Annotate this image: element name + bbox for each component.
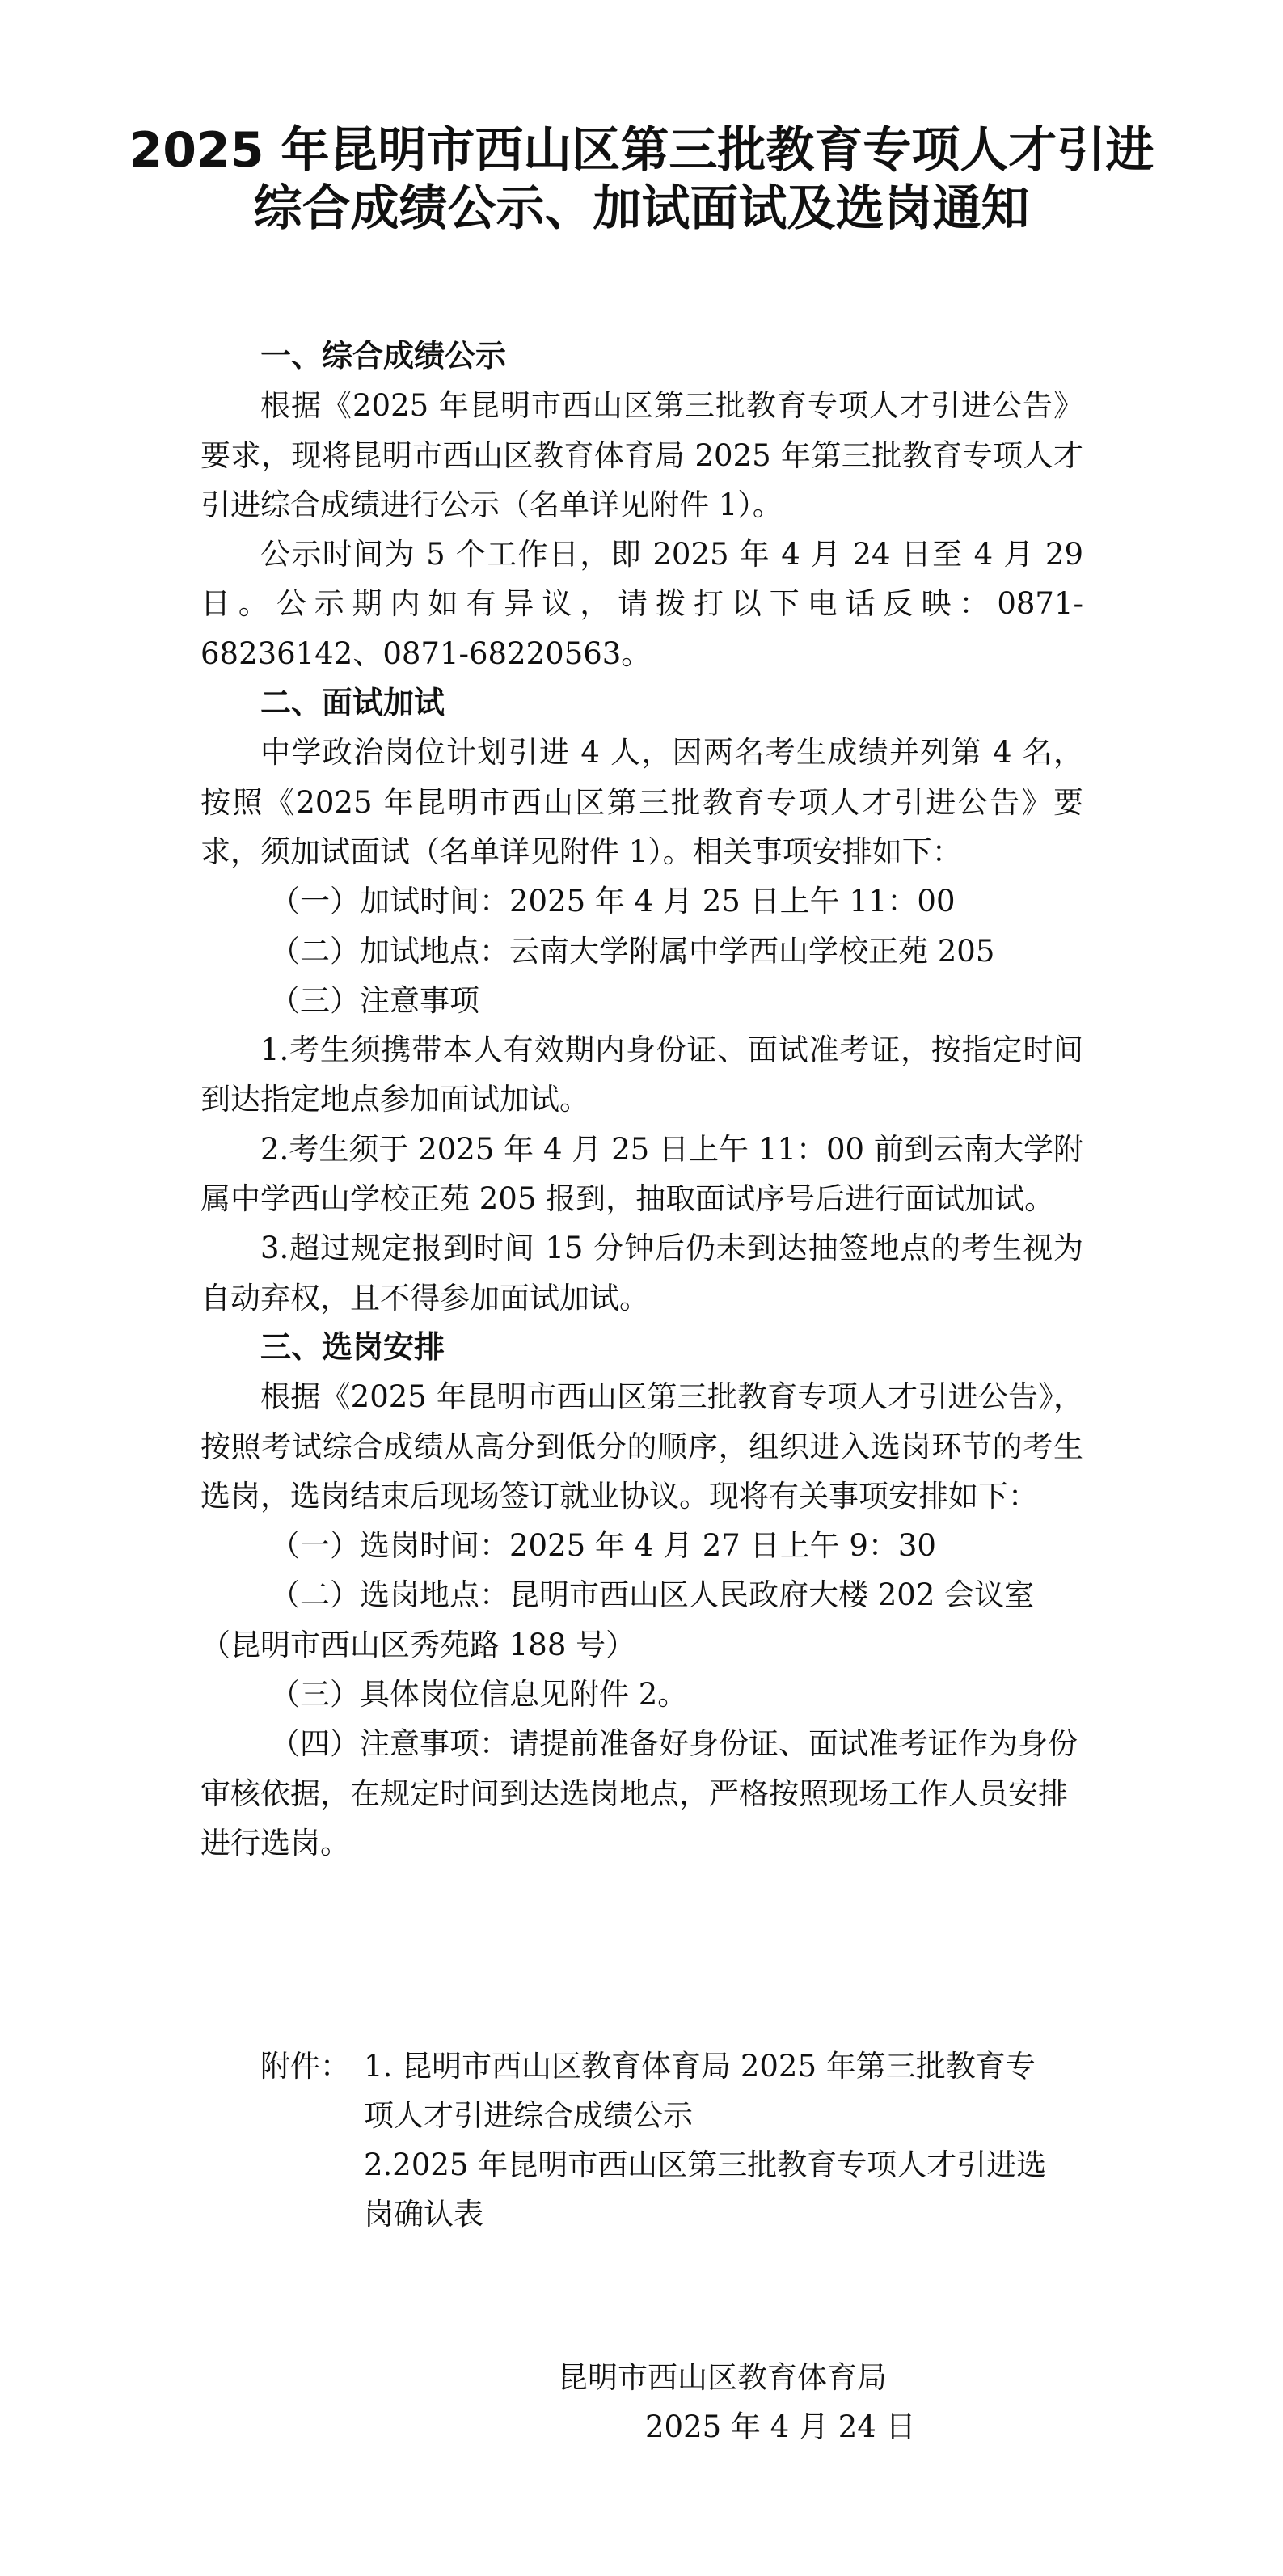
publicity-period-paragraph: 公示时间为 5 个工作日，即 2025 年 4 月 24 日至 4 月 29 日。公示期内如有异议，请拨打以下电话反映：0871-68236142、0871-68220563。 — [200, 537, 1083, 671]
issue-date: 2025 年 4 月 24 日 — [645, 2409, 916, 2444]
interview-note-2: 2.考生须于 2025 年 4 月 25 日上午 11：00 前到云南大学附属中学西山学校正苑 205 报到，抽取面试序号后进行面试加试。 — [200, 1131, 1083, 1217]
attachment-item-2: 2.2025 年昆明市西山区第三批教育专项人才引进选岗确认表 — [364, 2147, 1047, 2232]
document-title — [0, 121, 1283, 238]
interview-note-1: 1.考生须携带本人有效期内身份证、面试准考证，按指定时间到达指定地点参加面试加试。 — [200, 1033, 1083, 1117]
section-heading-position-selection: 三、选岗安排 — [260, 1328, 445, 1365]
section-heading-results: 一、综合成绩公示 — [260, 338, 507, 374]
issuing-organization: 昆明市西山区教育体育局 — [558, 2360, 887, 2395]
interview-location: （二）加试地点：云南大学附属中学西山学校正苑 205 — [270, 933, 995, 969]
interview-time: （一）加试时间：2025 年 4 月 25 日上午 11：00 — [270, 884, 956, 919]
section-heading-interview: 二、面试加试 — [260, 685, 445, 721]
signature-block — [558, 2353, 916, 2451]
selection-paragraph: 根据《2025 年昆明市西山区第三批教育专项人才引进公告》，按照考试综合成绩从高分到低分的顺序，组织进入选岗环节的考生选岗，选岗结束后现场签订就业协议。现将有关事项安排如下： — [200, 1379, 1083, 1514]
interview-notes-heading: （三）注意事项 — [270, 982, 479, 1018]
attachments — [260, 2042, 1101, 2239]
interview-note-3: 3.超过规定报到时间 15 分钟后仍未到达抽签地点的考生视为自动弃权，且不得参加面试加试。 — [200, 1231, 1083, 1315]
attachments-label: 附件： — [260, 2049, 350, 2084]
selection-time: （一）选岗时间：2025 年 4 月 27 日上午 9：30 — [270, 1528, 936, 1564]
interview-paragraph: 中学政治岗位计划引进 4 人，因两名考生成绩并列第 4 名，按照《2025 年昆明市西山区第三批教育专项人才引进公告》要求，须加试面试（名单详见附件 1）。相关事项安排如下： — [200, 735, 1083, 869]
title-line-1: 2025 年昆明市西山区第三批教育专项人才引进 — [129, 122, 1154, 179]
selection-position-info: （三）具体岗位信息见附件 2。 — [270, 1677, 688, 1712]
document-body — [200, 332, 1083, 1868]
title-line-2: 综合成绩公示、加试面试及选岗通知 — [253, 180, 1030, 237]
selection-notes: （四）注意事项：请提前准备好身份证、面试准考证作为身份审核依据，在规定时间到达选岗地点，严格按照现场工作人员安排进行选岗。 — [200, 1726, 1078, 1860]
selection-location: （二）选岗地点：昆明市西山区人民政府大楼 202 会议室（昆明市西山区秀苑路 188 号） — [200, 1577, 1035, 1662]
results-paragraph: 根据《2025 年昆明市西山区第三批教育专项人才引进公告》要求，现将昆明市西山区教育体育局 2025 年第三批教育专项人才引进综合成绩进行公示（名单详见附件 1）。 — [200, 388, 1083, 522]
attachment-item-1: 1. 昆明市西山区教育体育局 2025 年第三批教育专项人才引进综合成绩公示 — [364, 2049, 1036, 2133]
